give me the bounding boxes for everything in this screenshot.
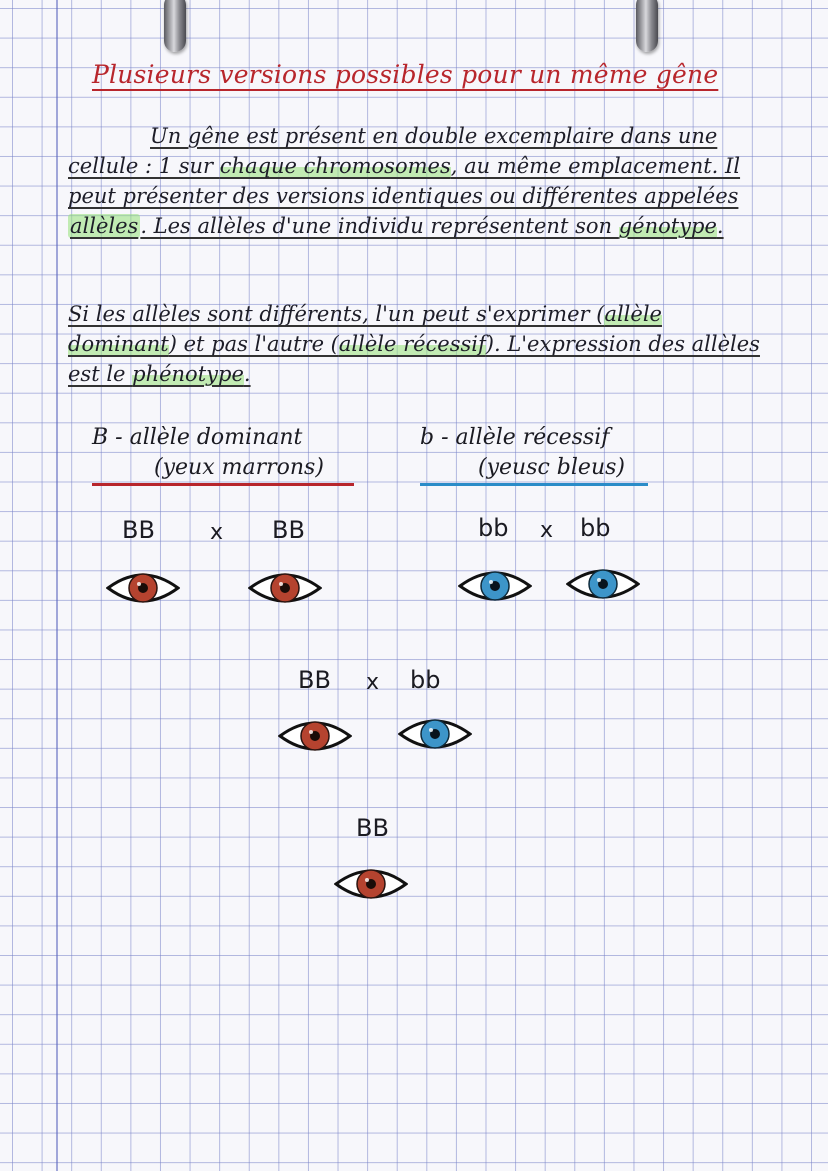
brown-eye-icon	[106, 568, 180, 608]
paragraph-1-text-a: Un gêne est présent en double excemplaire dans une cellule : 1 sur	[68, 124, 718, 178]
legend-dominant-sub: (yeux marrons)	[92, 453, 354, 486]
highlight-alleles: allèles	[70, 214, 139, 238]
brown-eye-icon	[278, 716, 352, 756]
legend-dominant-label: B - allèle dominant	[92, 425, 303, 450]
paragraph-gene-definition	[68, 121, 768, 241]
legend-dominant	[92, 423, 354, 486]
paragraph-2-text-b: ) et pas l'autre (	[168, 332, 339, 356]
paragraph-dominance	[68, 299, 768, 389]
cross-sign-1: x	[210, 520, 224, 545]
highlight-chromosomes: chaque chromosomes	[219, 154, 451, 178]
highlight-dominant-allele: allèle dominant	[68, 302, 662, 356]
cross-sign-3: x	[366, 670, 380, 695]
page-title: Plusieurs versions possibles pour un même gêne	[92, 60, 719, 89]
paragraph-1-text-c: . Les allèles d'une individu représentent son	[140, 214, 619, 238]
blue-eye-icon	[566, 564, 640, 604]
genotype-blue-right: bb	[580, 514, 611, 542]
binder-ring-left	[164, 0, 186, 52]
genotype-mixed-right: bb	[410, 666, 441, 694]
genotype-offspring: BB	[356, 814, 389, 842]
highlight-genotype: génotype	[618, 214, 717, 238]
paragraph-2-text-d: .	[243, 362, 251, 386]
notebook-margin-line	[56, 0, 58, 1171]
binder-ring-right	[636, 0, 658, 52]
highlight-recessive-allele: allèle récessif	[338, 332, 486, 356]
legend-recessive	[420, 423, 648, 486]
brown-eye-icon	[248, 568, 322, 608]
paragraph-1-text-d: .	[716, 214, 724, 238]
genotype-brown-left: BB	[122, 516, 155, 544]
paragraph-1-text-b: , au même emplacement. Il peut présenter des versions identiques ou différentes appelées	[68, 154, 741, 208]
genotype-mixed-left: BB	[298, 666, 331, 694]
genotype-blue-left: bb	[478, 514, 509, 542]
legend-recessive-sub: (yeusc bleus)	[420, 453, 648, 486]
genotype-brown-right: BB	[272, 516, 305, 544]
brown-eye-icon	[334, 864, 408, 904]
paragraph-2-text-c: ). L'expression des allèles est le	[68, 332, 760, 386]
cross-sign-2: x	[540, 518, 554, 543]
blue-eye-icon	[458, 566, 532, 606]
highlight-phenotype: phénotype	[132, 362, 244, 386]
blue-eye-icon	[398, 714, 472, 754]
legend-recessive-label: b - allèle récessif	[420, 425, 610, 450]
paragraph-2-text-a: Si les allèles sont différents, l'un peut s'exprimer (	[68, 302, 605, 326]
